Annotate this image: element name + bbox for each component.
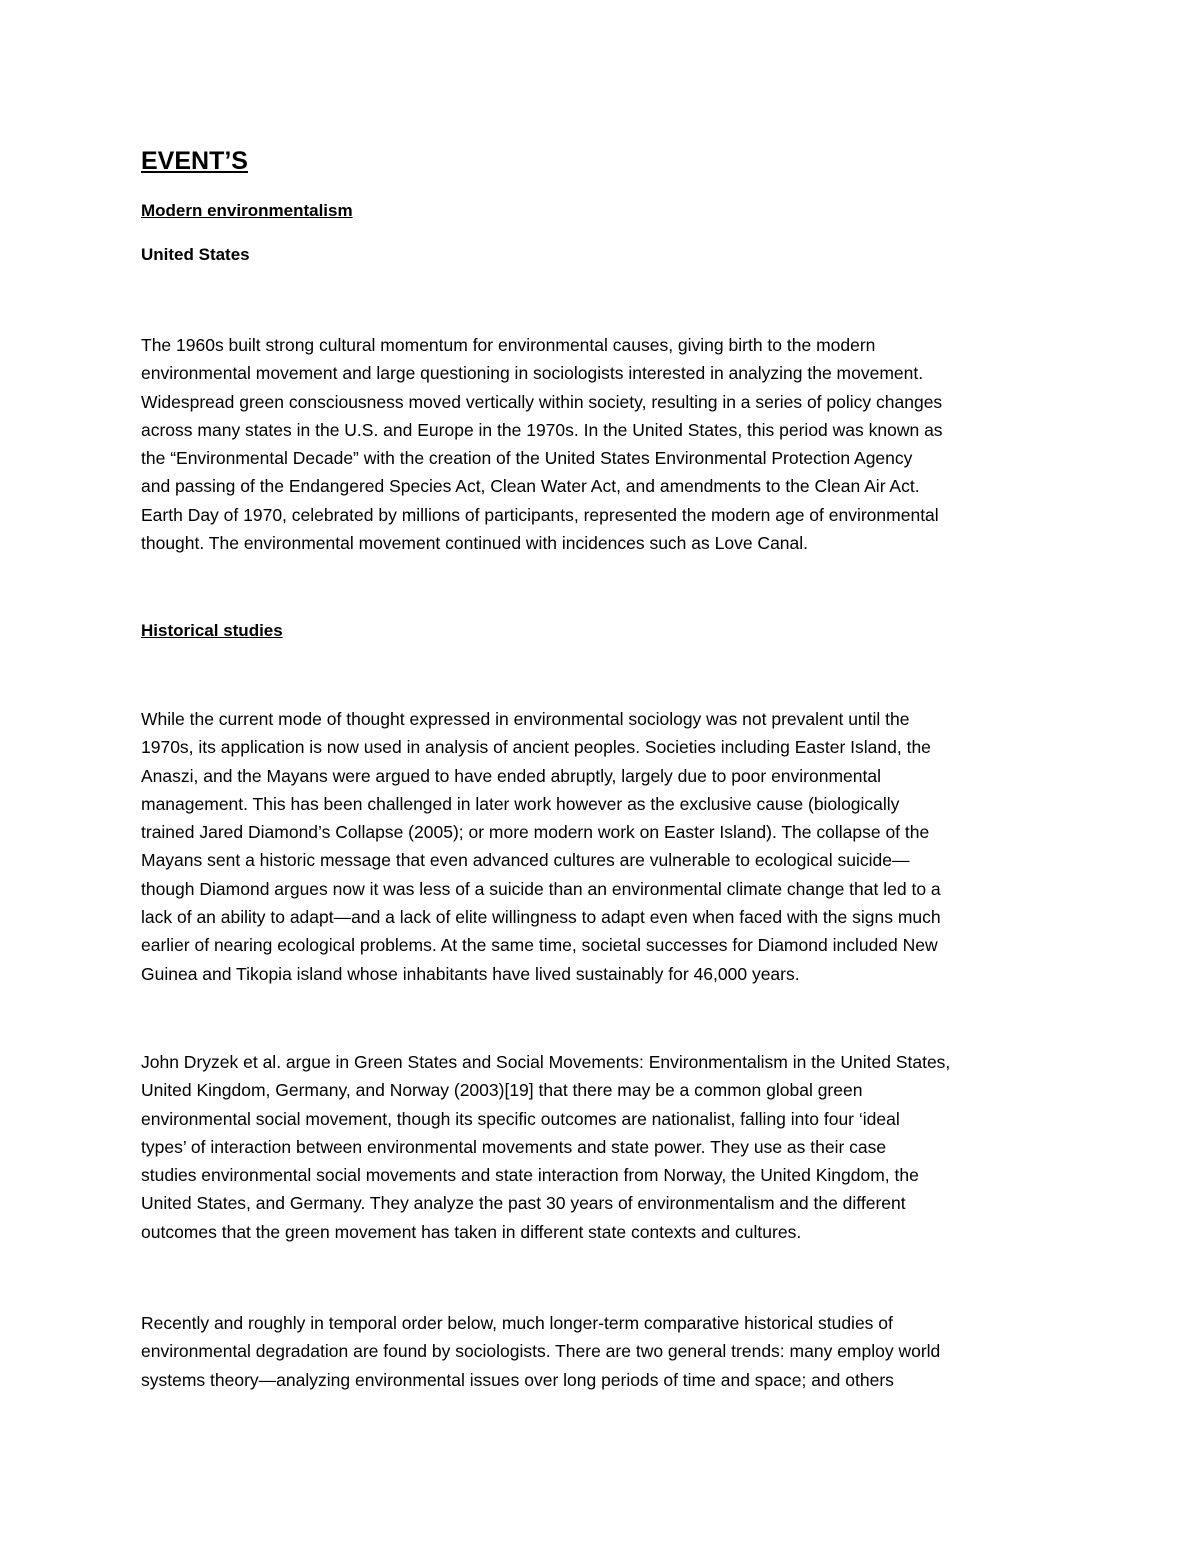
paragraph-line: management. This has been challenged in later work however as the exclusive cause (biologically: [141, 793, 900, 814]
document-title: EVENT’S: [141, 147, 248, 175]
section-heading-historical-studies: Historical studies: [141, 621, 283, 640]
paragraph-line: though Diamond argues now it was less of a suicide than an environmental climate change that led to a: [141, 878, 941, 899]
paragraph-line: Widespread green consciousness moved vertically within society, resulting in a series of policy changes: [141, 391, 943, 412]
paragraph-line: environmental movement and large questioning in sociologists interested in analyzing the movement.: [141, 363, 924, 384]
section-heading-modern-environmentalism: Modern environmentalism: [141, 201, 353, 220]
paragraph-comparative-studies: [141, 1309, 940, 1394]
paragraph-line: earlier of nearing ecological problems. At the same time, societal successes for Diamond included New: [141, 935, 938, 956]
paragraph-line: the “Environmental Decade” with the creation of the United States Environmental Protection Agency: [141, 448, 913, 469]
paragraph-line: Anaszi, and the Mayans were argued to have ended abruptly, largely due to poor environmental: [141, 765, 881, 786]
paragraph-line: While the current mode of thought expressed in environmental sociology was not prevalent until the: [141, 709, 910, 729]
paragraph-dryzek: [141, 1048, 950, 1246]
paragraph-ancient-peoples: [141, 705, 941, 988]
paragraph-line: lack of an ability to adapt—and a lack of elite willingness to adapt even when faced with the signs much: [141, 907, 941, 928]
paragraph-line: environmental social movement, though its specific outcomes are nationalist, falling into four ‘ideal: [141, 1108, 900, 1129]
subsection-heading-united-states: United States: [141, 245, 250, 264]
paragraph-line: outcomes that the green movement has taken in different state contexts and cultures.: [141, 1221, 802, 1242]
paragraph-line: across many states in the U.S. and Europe in the 1970s. In the United States, this period was known as: [141, 419, 943, 440]
paragraph-line: studies environmental social movements and state interaction from Norway, the United Kingdom, the: [141, 1165, 919, 1186]
paragraph-line: trained Jared Diamond’s Collapse (2005); or more modern work on Easter Island). The collapse of the: [141, 822, 930, 843]
paragraph-line: Guinea and Tikopia island whose inhabitants have lived sustainably for 46,000 years.: [141, 963, 800, 984]
paragraph-line: United Kingdom, Germany, and Norway (2003)[19] that there may be a common global green: [141, 1080, 863, 1101]
paragraph-line: environmental degradation are found by sociologists. There are two general trends: many employ world: [141, 1341, 941, 1362]
paragraph-line: types’ of interaction between environmental movements and state power. They use as their case: [141, 1136, 887, 1157]
paragraph-line: 1970s, its application is now used in analysis of ancient peoples. Societies including Easter Island, the: [141, 737, 931, 758]
paragraph-modern-environmentalism: [141, 331, 943, 557]
paragraph-line: Mayans sent a historic message that even advanced cultures are vulnerable to ecological suicide—: [141, 850, 910, 871]
paragraph-line: United States, and Germany. They analyze the past 30 years of environmentalism and the different: [141, 1193, 906, 1214]
paragraph-line: thought. The environmental movement continued with incidences such as Love Canal.: [141, 533, 809, 554]
paragraph-line: systems theory—analyzing environmental issues over long periods of time and space; and others: [141, 1369, 894, 1390]
paragraph-line: John Dryzek et al. argue in Green States and Social Movements: Environmentalism in the United States,: [141, 1052, 951, 1072]
paragraph-line: Earth Day of 1970, celebrated by millions of participants, represented the modern age of environmental: [141, 504, 939, 525]
paragraph-line: Recently and roughly in temporal order below, much longer-term comparative historical studies of: [141, 1313, 893, 1333]
paragraph-line: and passing of the Endangered Species Act, Clean Water Act, and amendments to the Clean Air Act.: [141, 476, 920, 497]
document-page: [141, 0, 1061, 1553]
paragraph-line: The 1960s built strong cultural momentum for environmental causes, giving birth to the modern: [141, 335, 876, 355]
